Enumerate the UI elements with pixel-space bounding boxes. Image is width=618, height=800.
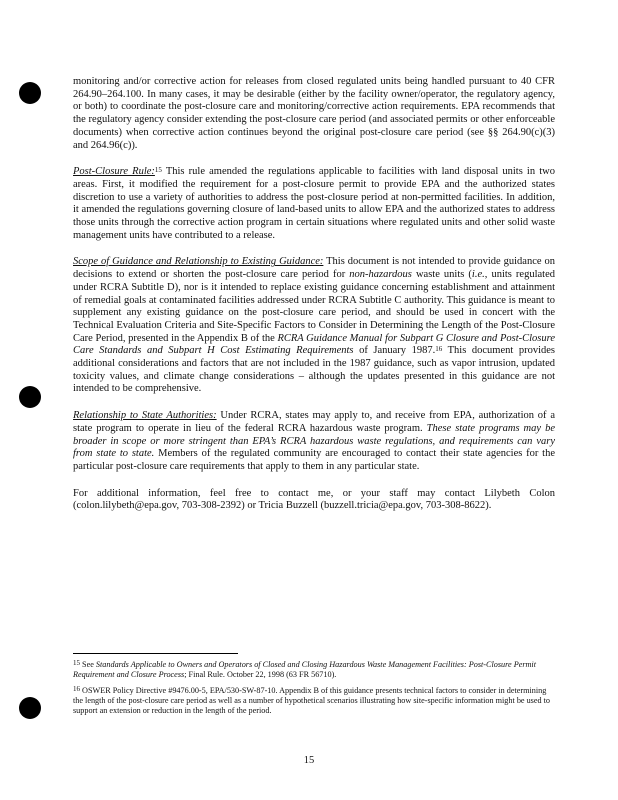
footnote-divider bbox=[73, 653, 238, 654]
manual-title: RCRA Guidance Manual for Subpart G Closure and Post-Closure Care Standards and Subpart H Cost Estimating Requirements bbox=[73, 332, 555, 357]
footnote-16: $^{16}$ OSWER Policy Directive #9476.00-5, EPA/530-SW-87-10. Appendix B of this guidance presents technical factors to consider in determining the length of the post-closure care period as well as a number of hypothetical scenarios illustrating how site-specific information might be used to support an extension or reduction in the length of the period. bbox=[73, 685, 551, 716]
heading-state-authorities: Relationship to State Authorities: bbox=[73, 410, 217, 422]
binder-hole-bottom bbox=[19, 697, 41, 719]
body-text bbox=[73, 76, 555, 527]
binder-hole-middle bbox=[19, 386, 41, 408]
paragraph-continuation: monitoring and/or corrective action for releases from closed regulated units being handled pursuant to 40 CFR 264.90–264.100. In many cases, it may be desirable (either by the facility owner/operator, the regulatory agency, or both) to coordinate the post-closure care and monitoring/corrective action requirements. EPA recommends that the regulatory agency consider extending the post-closure care period (and associated permits or other enforceable documents) when corrective action continues beyond the original post-closure care period (see §§ 264.90(c)(3) and 264.96(c)). bbox=[73, 76, 555, 151]
footnote-ref-15: 15 bbox=[154, 166, 162, 175]
paragraph-scope: Scope of Guidance and Relationship to Existing Guidance: This document is not intended to provide guidance on decisions to extend or shorten the post-closure care period for non-hazardous waste units (i.e., units regulated under RCRA Subtitle D), nor is it intended to replace existing guidance concerning establishment and attainment of remedial goals at contaminated facilities addressed under RCRA Subtitle C authority. This guidance is meant to supplement any existing guidance on the post-closure care period, and should be used in concert with the Technical Evaluation Criteria and Site-Specific Factors to Consider in Determining the Length of the Post-Closure Care Period, presented in the Appendix B of the RCRA Guidance Manual for Subpart G Closure and Post-Closure Care Standards and Subpart H Cost Estimating Requirements of January 1987.16 This document provides additional considerations and factors that are not included in the 1987 guidance, such as vapor intrusion, updated toxicity values, and climate change considerations – although the updates presented in this guidance are not intended to be comprehensive. bbox=[73, 256, 556, 395]
paragraph-post-closure-rule bbox=[73, 166, 555, 242]
post-closure-rule-body: This rule amended the regulations applicable to facilities with land disposal units in two areas. First, it modified the requirement for a post-closure permit to provide EPA and the authorized states discretion to use a variety of authorities to address the post-closure period at non-permitted facilities. In addition, it amended the regulations governing closure of land-based units to allow EPA and the authorized states to address those units through the corrective action program in certain situations where regulated units and other solid waste management units have contributed to a release. bbox=[73, 166, 555, 241]
paragraph-state-authorities: Relationship to State Authorities: Under RCRA, states may apply to, and receive from EPA, authorization of a state program to operate in lieu of the federal RCRA hazardous waste program. These state programs may be broader in scope or more stringent than EPA’s RCRA hazardous waste regulations, and requirements can vary from state to state. Members of the regulated community are encouraged to contact their state agencies for the particular post-closure care requirements that apply to them in any particular state. bbox=[73, 410, 556, 472]
heading-scope: Scope of Guidance and Relationship to Existing Guidance: bbox=[73, 256, 324, 268]
page-number: 15 bbox=[303, 755, 315, 766]
heading-post-closure-rule: Post-Closure Rule: bbox=[73, 166, 155, 178]
footnote-15: $^{15}$ See Standards Applicable to Owners and Operators of Closed and Closing Hazardous Waste Management Facilities: Post-Closure Permit Requirement and Closure Process; Final Rule. October 22, 1998 (63 FR 56710). bbox=[73, 659, 536, 680]
binder-hole-top bbox=[19, 82, 41, 104]
footnote-ref-16: 16 bbox=[435, 345, 443, 354]
paragraph-contact: For additional information, feel free to contact me, or your staff may contact Lilybeth Colon (colon.lilybeth@epa.gov, 703-308-2392) or Tricia Buzzell (buzzell.tricia@epa.gov, 703-308-8622). bbox=[73, 487, 555, 512]
